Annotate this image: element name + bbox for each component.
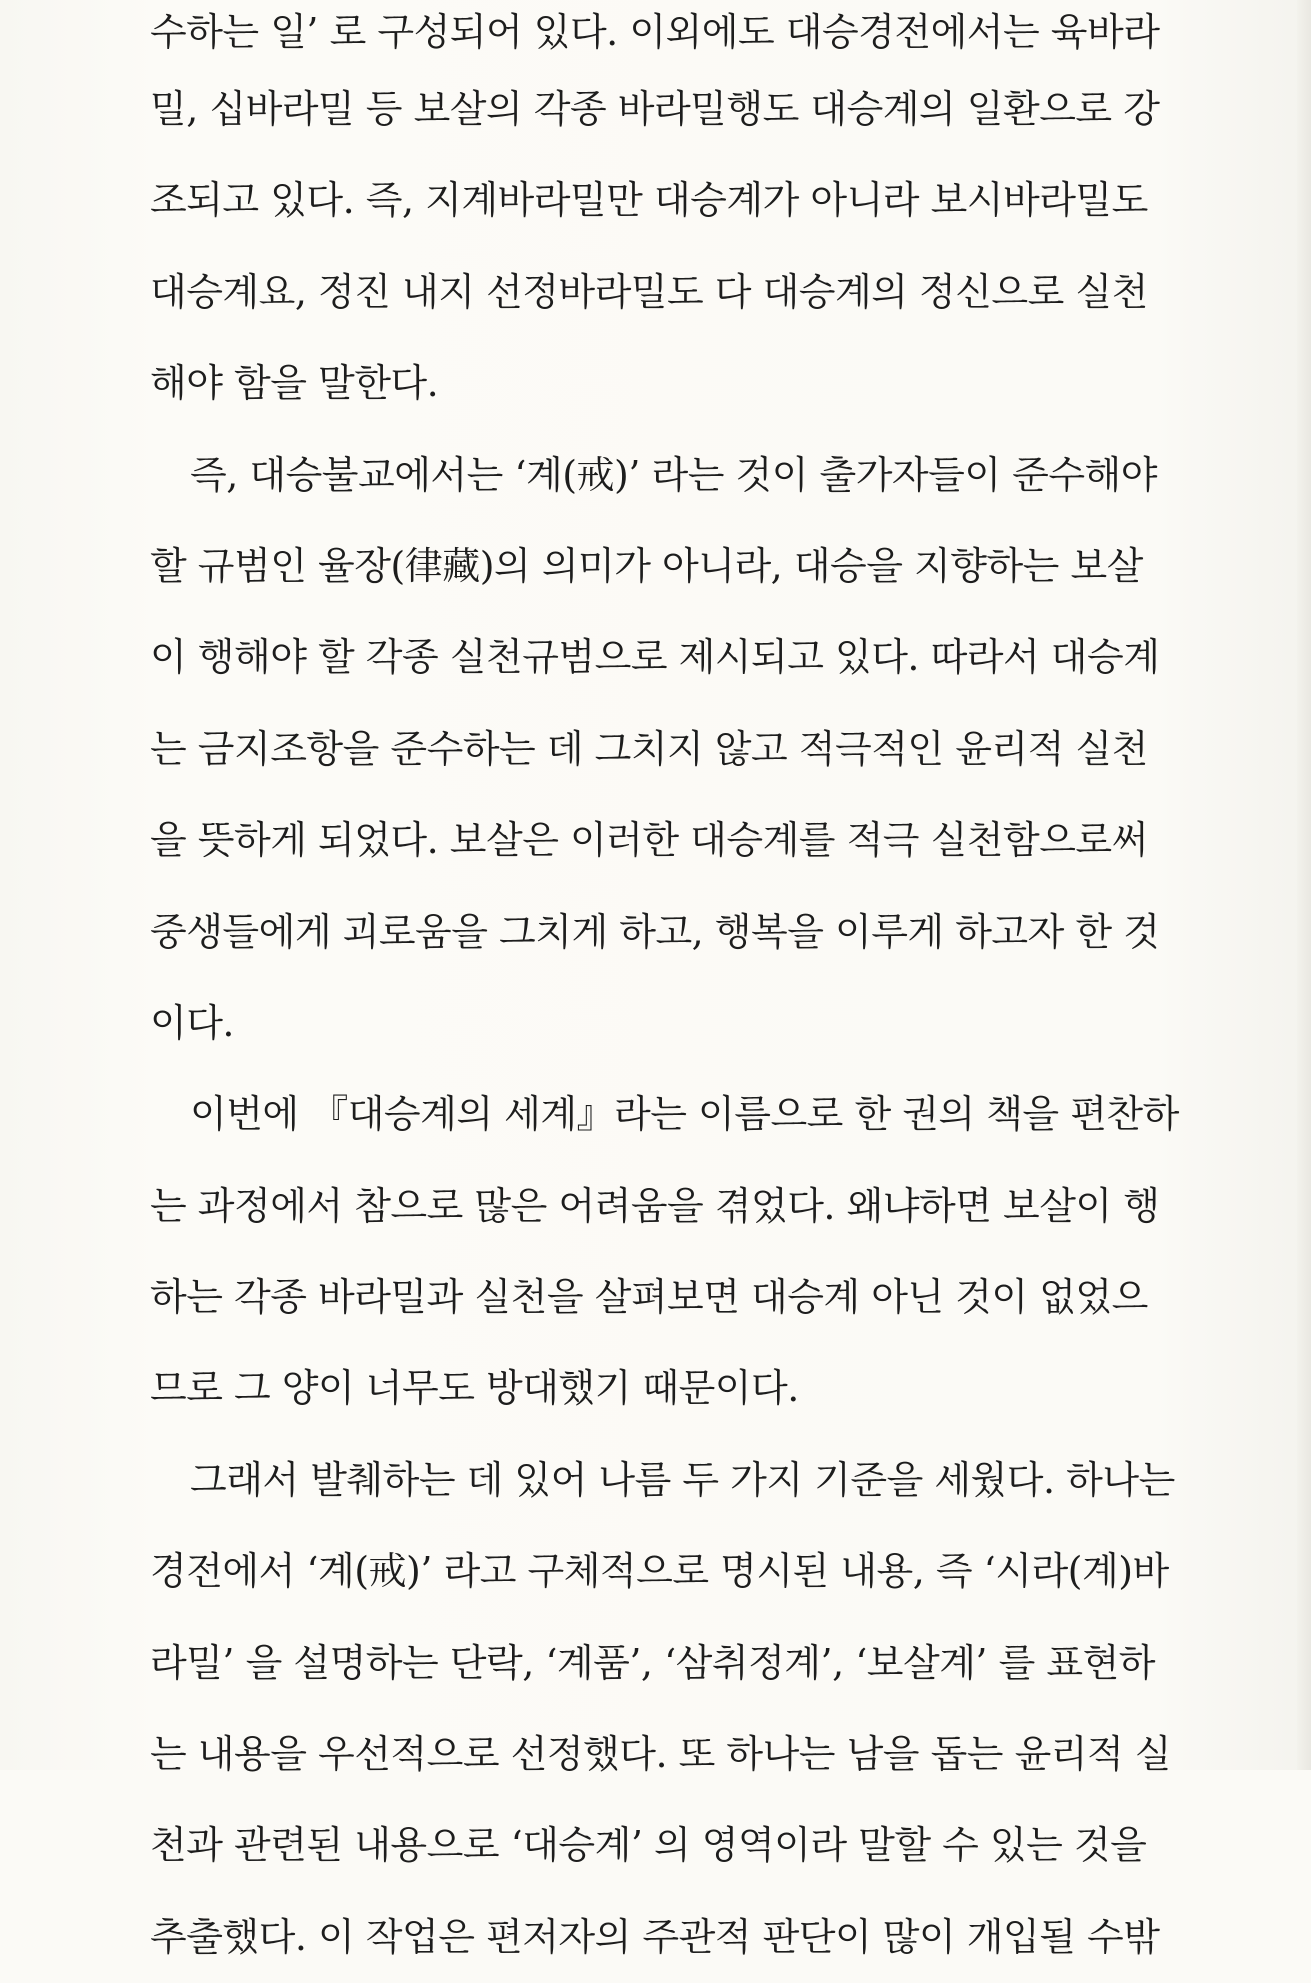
text-line: 해야 함을 말한다. xyxy=(150,361,439,406)
text-line: 경전에서 ‘계(戒)’ 라고 구체적으로 명시된 내용, 즉 ‘시라(계)바 xyxy=(150,1549,1169,1594)
text-line: 추출했다. 이 작업은 편저자의 주관적 판단이 많이 개입될 수밖 xyxy=(150,1914,1160,1959)
text-line: 이다. xyxy=(150,1000,234,1045)
text-line: 천과 관련된 내용으로 ‘대승계’ 의 영역이라 말할 수 있는 것을 xyxy=(150,1823,1147,1868)
text-line: 대승계요, 정진 내지 선정바라밀도 다 대승계의 정신으로 실천 xyxy=(150,269,1148,314)
text-line: 하는 각종 바라밀과 실천을 살펴보면 대승계 아닌 것이 없었으 xyxy=(150,1275,1148,1320)
text-line: 는 과정에서 참으로 많은 어려움을 겪었다. 왜냐하면 보살이 행 xyxy=(150,1183,1160,1228)
text-line: 수하는 일’ 로 구성되어 있다. 이외에도 대승경전에서는 육바라 xyxy=(150,10,1160,54)
page-edge-shadow xyxy=(1297,0,1311,1770)
paragraph-start-line: 즉, 대승불교에서는 ‘계(戒)’ 라는 것이 출가자들이 준수해야 xyxy=(190,452,1157,497)
text-line: 조되고 있다. 즉, 지계바라밀만 대승계가 아니라 보시바라밀도 xyxy=(150,178,1148,223)
paragraph-start-line: 이번에 『대승계의 세계』라는 이름으로 한 권의 책을 편찬하 xyxy=(190,1092,1179,1137)
text-line: 이 행해야 할 각종 실천규범으로 제시되고 있다. 따라서 대승계 xyxy=(150,635,1160,680)
paragraph-start-line: 그래서 발췌하는 데 있어 나름 두 가지 기준을 세웠다. 하나는 xyxy=(190,1457,1175,1502)
text-line: 므로 그 양이 너무도 방대했기 때문이다. xyxy=(150,1366,799,1411)
text-line: 중생들에게 괴로움을 그치게 하고, 행복을 이루게 하고자 한 것 xyxy=(150,909,1160,954)
text-line: 라밀’ 을 설명하는 단락, ‘계품’, ‘삼취정계’, ‘보살계’ 를 표현하 xyxy=(150,1640,1156,1685)
text-line: 밀, 십바라밀 등 보살의 각종 바라밀행도 대승계의 일환으로 강 xyxy=(150,87,1160,131)
text-line: 는 금지조항을 준수하는 데 그치지 않고 적극적인 윤리적 실천 xyxy=(150,726,1148,771)
text-line: 할 규범인 율장(律藏)의 의미가 아니라, 대승을 지향하는 보살 xyxy=(150,543,1143,588)
body-text xyxy=(150,0,1190,1983)
text-line: 을 뜻하게 되었다. 보살은 이러한 대승계를 적극 실천함으로써 xyxy=(150,818,1148,863)
text-line: 는 내용을 우선적으로 선정했다. 또 하나는 남을 돕는 윤리적 실 xyxy=(150,1732,1171,1777)
